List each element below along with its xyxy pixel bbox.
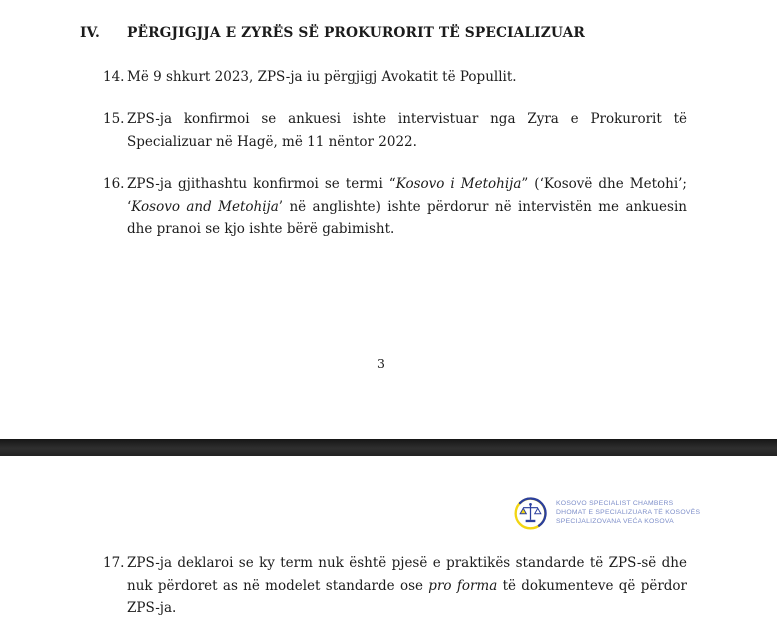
paragraph-number: 17. bbox=[103, 555, 125, 571]
paragraph-text: ZPS-ja deklaroi se ky term nuk është pjesë e praktikës standarde të ZPS-së dhe nuk përdoret as në modelet standarde ose pro forma të dokumenteve që përdor ZPS-ja. bbox=[127, 555, 687, 616]
paragraph-15 bbox=[103, 108, 687, 153]
page-number: 3 bbox=[377, 356, 385, 371]
paragraph-number: 16. bbox=[103, 176, 125, 192]
kosovo-specialist-chambers-logo bbox=[514, 497, 714, 530]
section-heading-title: PËRGJIGJJA E ZYRËS SË PROKURORIT TË SPECIALIZUAR bbox=[127, 25, 585, 41]
paragraph-16 bbox=[103, 173, 687, 241]
paragraph-14 bbox=[103, 66, 687, 89]
paragraph-text: ZPS-ja gjithashtu konfirmoi se termi “Kosovo i Metohija” (‘Kosovë dhe Metohi’; ‘Kosovo and Metohija’ në anglishte) ishte përdorur në intervistën me ankuesin dhe pranoi se kjo ishte bërë gabimisht. bbox=[127, 176, 687, 237]
logo-line-serbian: SPECIJALIZOVANA VEĆA KOSOVA bbox=[556, 517, 674, 525]
section-heading bbox=[80, 24, 690, 43]
logo-wordmark bbox=[556, 500, 700, 526]
paragraph-17 bbox=[103, 552, 687, 620]
paragraph-number: 15. bbox=[103, 111, 125, 127]
logo-line-english: KOSOVO SPECIALIST CHAMBERS bbox=[556, 500, 674, 507]
logo-line-albanian: DHOMAT E SPECIALIZUARA TË KOSOVËS bbox=[556, 508, 701, 516]
section-heading-number: IV. bbox=[80, 25, 100, 41]
page-separator-bar bbox=[0, 439, 777, 456]
scales-of-justice-icon bbox=[514, 497, 547, 530]
paragraph-number: 14. bbox=[103, 69, 125, 85]
paragraph-text: Më 9 shkurt 2023, ZPS-ja iu përgjigj Avokatit të Popullit. bbox=[127, 69, 517, 85]
paragraph-text: ZPS-ja konfirmoi se ankuesi ishte intervistuar nga Zyra e Prokurorit të Specializuar në Hagë, më 11 nëntor 2022. bbox=[127, 111, 687, 150]
